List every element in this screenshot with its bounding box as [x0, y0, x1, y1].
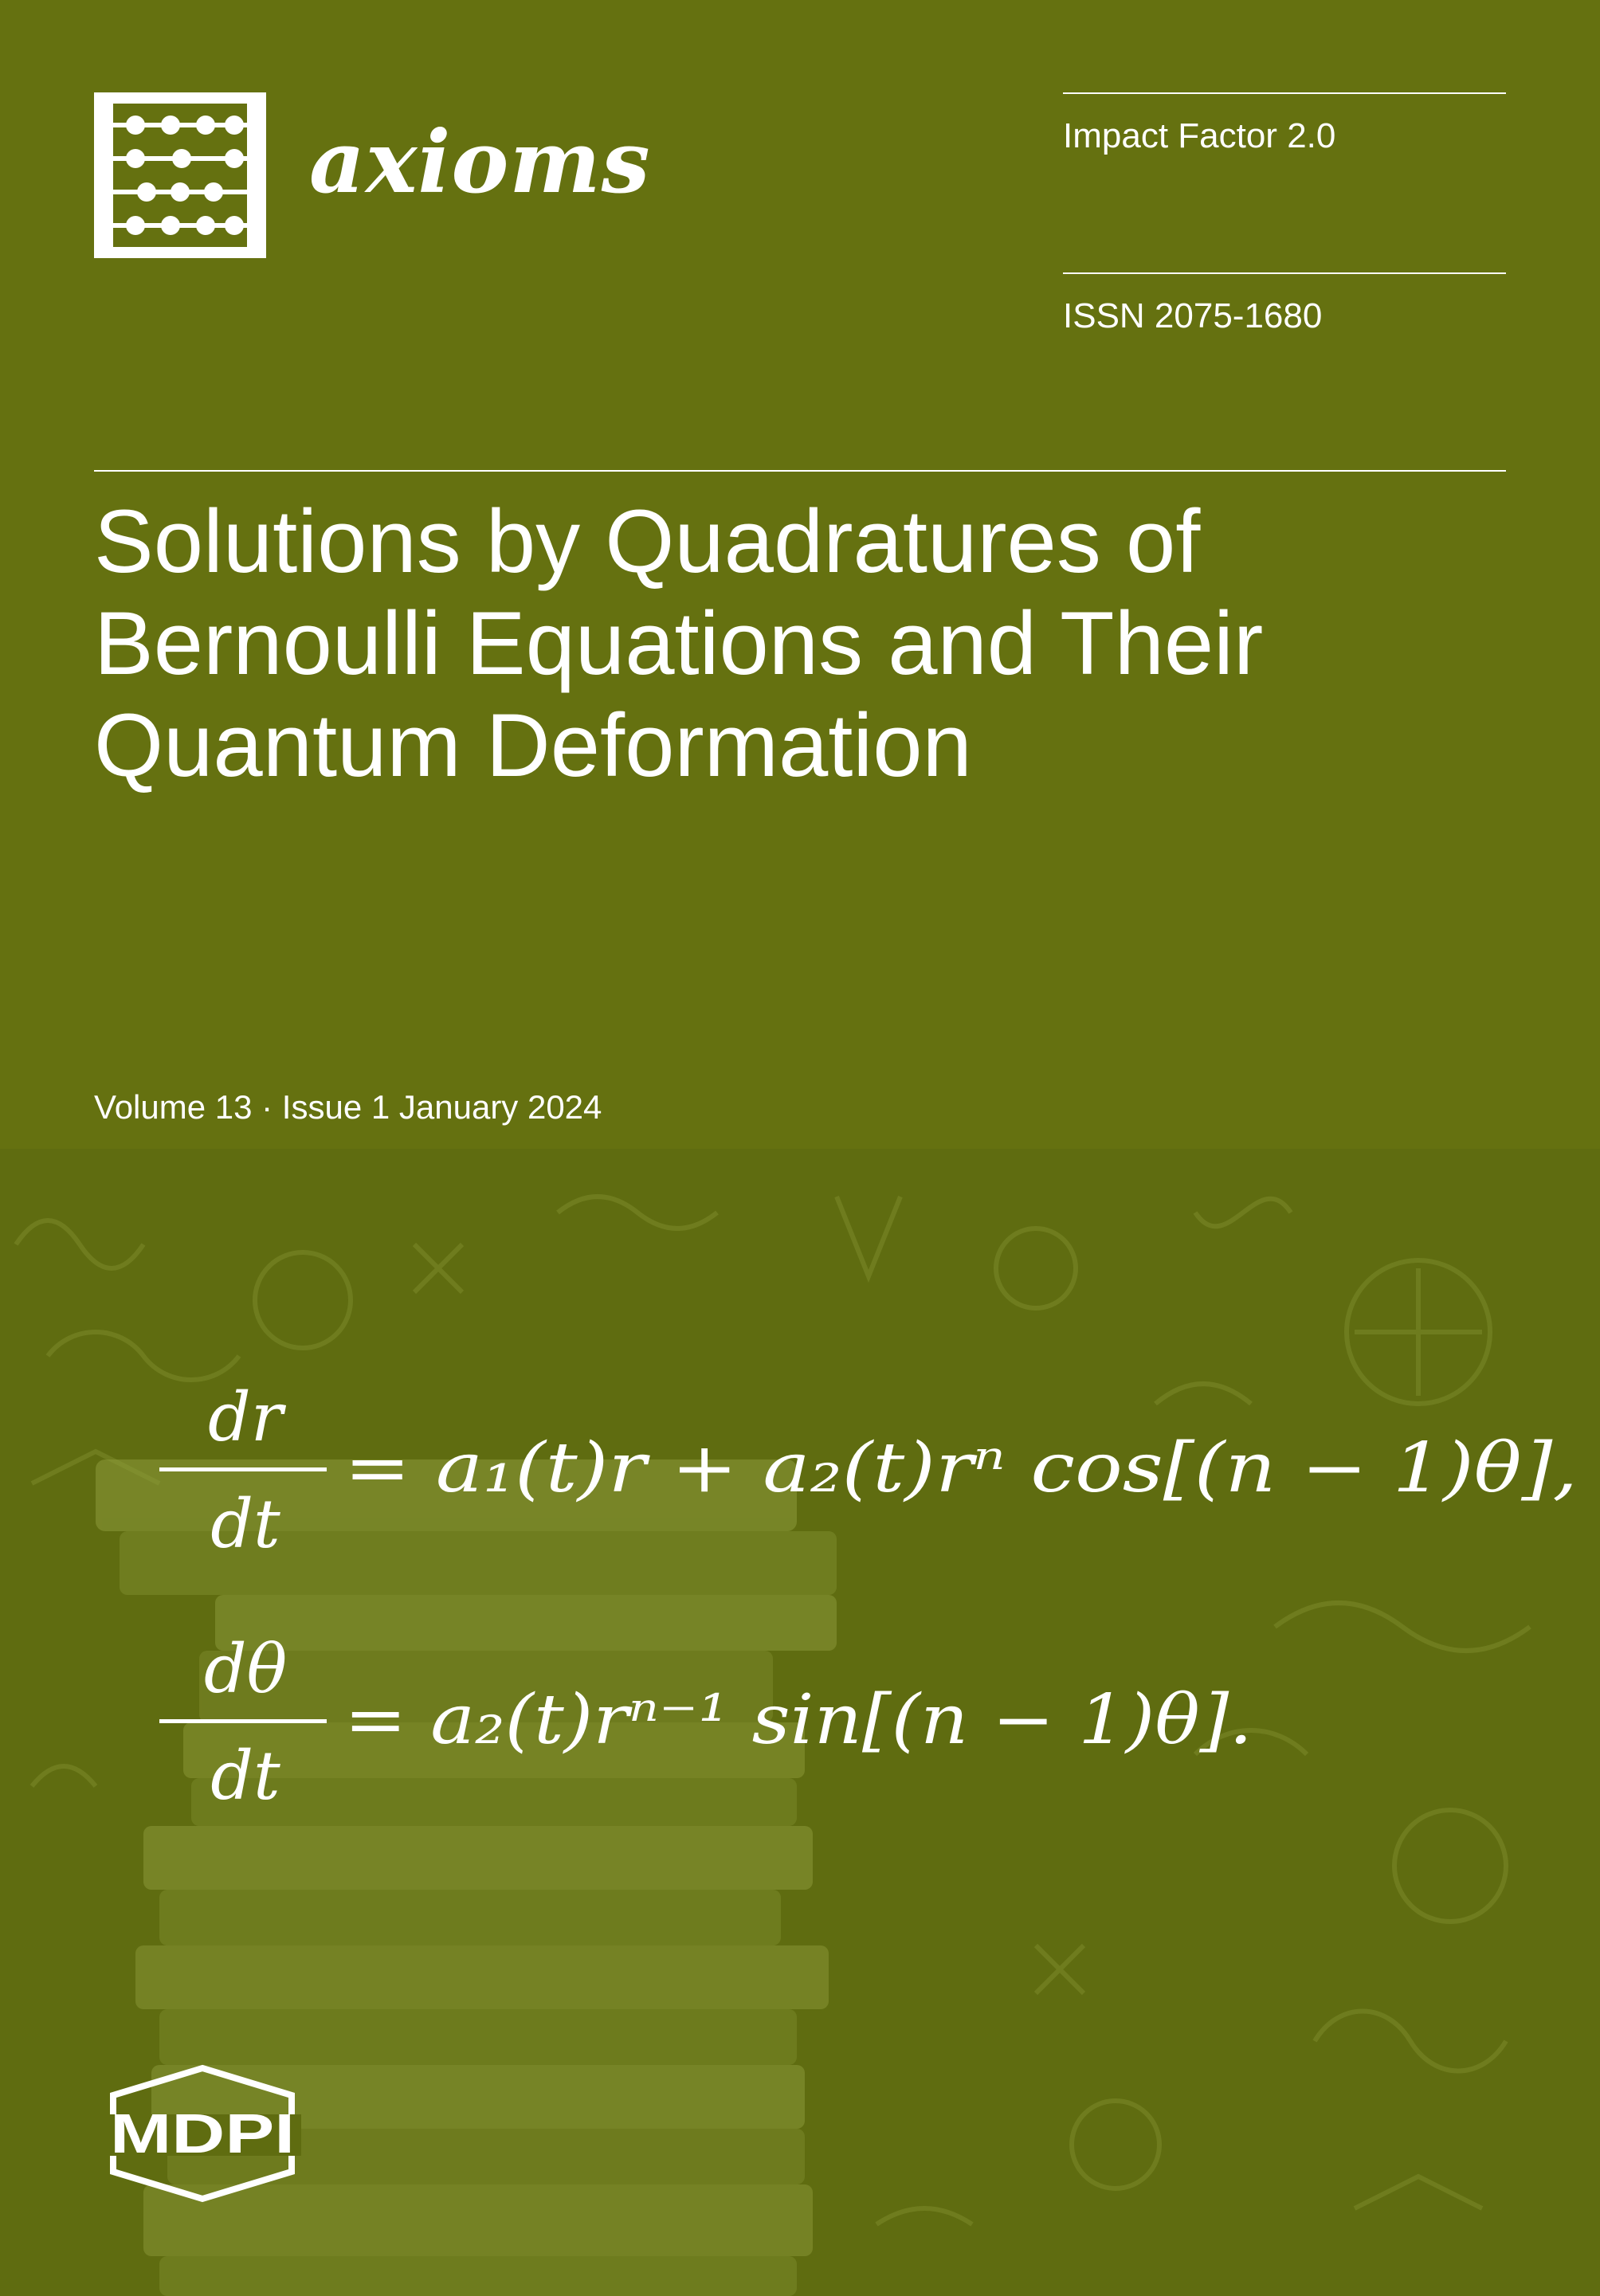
equation-1 — [159, 1378, 1578, 1563]
divider-middle — [1063, 272, 1506, 274]
divider-top — [1063, 92, 1506, 94]
eq1-numerator: dr — [208, 1378, 283, 1456]
eq2-rhs: = a₂(t)rⁿ⁻¹ sin[(n − 1)θ]. — [344, 1680, 1253, 1760]
title-line-1: Solutions by Quadratures of — [94, 492, 1201, 591]
eq2-fraction-bar — [159, 1719, 327, 1723]
publisher-name: MDPI — [110, 2102, 295, 2165]
equation-2 — [159, 1630, 1253, 1815]
impact-factor: Impact Factor 2.0 — [1063, 116, 1336, 155]
eq1-rhs: = a₁(t)r + a₂(t)rⁿ cos[(n − 1)θ], — [344, 1428, 1578, 1508]
equations — [156, 1370, 1590, 1832]
divider-title — [94, 470, 1506, 472]
eq2-denominator: dt — [210, 1737, 280, 1815]
abacus-icon — [94, 92, 266, 258]
eq1-denominator: dt — [210, 1485, 280, 1563]
title-line-2: Bernoulli Equations and Their — [94, 594, 1264, 693]
issn: ISSN 2075-1680 — [1063, 296, 1323, 335]
hexagon-logo — [92, 2063, 312, 2204]
volume-issue: Volume 13 · Issue 1 January 2024 — [94, 1088, 602, 1126]
title-line-3: Quantum Deformation — [94, 695, 972, 795]
eq1-fraction-bar — [159, 1467, 327, 1471]
article-title — [94, 491, 1496, 797]
eq2-numerator: dθ — [203, 1630, 288, 1708]
journal-name: axioms — [309, 112, 651, 213]
